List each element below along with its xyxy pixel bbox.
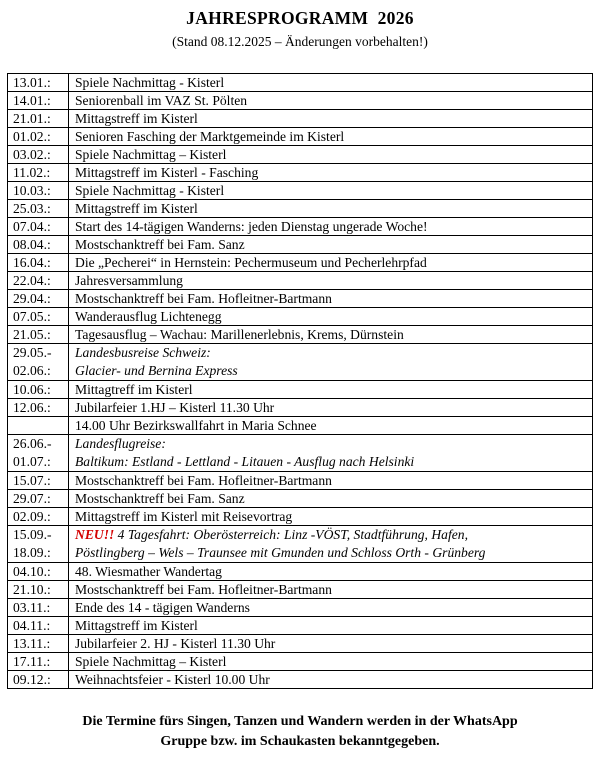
table-row xyxy=(8,308,593,326)
event-cell: Mittagstreff im Kisterl xyxy=(69,617,593,635)
event-line: Landesflugreise: xyxy=(75,436,166,451)
event-cell xyxy=(69,526,593,563)
event-cell: Jubilarfeier 1.HJ – Kisterl 11.30 Uhr xyxy=(69,399,593,417)
event-cell: Mostschanktreff bei Fam. Hofleitner-Bartmann xyxy=(69,472,593,490)
date-cell-empty xyxy=(8,417,69,435)
date-cell: 22.04.: xyxy=(8,272,69,290)
table-row xyxy=(8,128,593,146)
table-row xyxy=(8,508,593,526)
date-cell xyxy=(8,344,69,381)
date-cell: 13.11.: xyxy=(8,635,69,653)
date-cell: 07.04.: xyxy=(8,218,69,236)
event-cell xyxy=(69,344,593,381)
event-cell: Spiele Nachmittag – Kisterl xyxy=(69,653,593,671)
table-row xyxy=(8,526,593,563)
event-cell: Weihnachtsfeier - Kisterl 10.00 Uhr xyxy=(69,671,593,689)
date-cell: 21.05.: xyxy=(8,326,69,344)
date-cell: 14.01.: xyxy=(8,92,69,110)
page-title: JAHRESPROGRAMM 2026 xyxy=(186,8,414,28)
event-cell xyxy=(69,435,593,472)
event-cell: Mittagtreff im Kisterl xyxy=(69,381,593,399)
event-cell: Wanderausflug Lichtenegg xyxy=(69,308,593,326)
date-cell: 03.11.: xyxy=(8,599,69,617)
date-cell: 11.02.: xyxy=(8,164,69,182)
table-row xyxy=(8,472,593,490)
table-row xyxy=(8,164,593,182)
table-row xyxy=(8,635,593,653)
event-cell: Mittagstreff im Kisterl - Fasching xyxy=(69,164,593,182)
event-cell: Mostschanktreff bei Fam. Sanz xyxy=(69,236,593,254)
event-cell: Start des 14-tägigen Wanderns: jeden Dienstag ungerade Woche! xyxy=(69,218,593,236)
page-subtitle: (Stand 08.12.2025 – Änderungen vorbehalten!) xyxy=(172,34,428,49)
table-row xyxy=(8,417,593,435)
date-cell: 07.05.: xyxy=(8,308,69,326)
date-cell: 03.02.: xyxy=(8,146,69,164)
event-cell: Tagesausflug – Wachau: Marillenerlebnis, Krems, Dürnstein xyxy=(69,326,593,344)
event-line xyxy=(75,526,592,544)
event-cell: Mittagstreff im Kisterl xyxy=(69,110,593,128)
event-text: 4 Tagesfahrt: Oberösterreich: Linz -VÖST, Stadtführung, Hafen, xyxy=(114,527,468,542)
date-cell: 13.01.: xyxy=(8,74,69,92)
footer-line: Gruppe bzw. im Schaukasten bekanntgegeben. xyxy=(160,734,440,749)
event-cell: Mostschanktreff bei Fam. Hofleitner-Bartmann xyxy=(69,290,593,308)
date-cell: 09.12.: xyxy=(8,671,69,689)
event-cell: Spiele Nachmittag - Kisterl xyxy=(69,74,593,92)
date-range-end: 02.06.: xyxy=(13,363,51,378)
table-row xyxy=(8,254,593,272)
table-row xyxy=(8,581,593,599)
table-row xyxy=(8,110,593,128)
table-row xyxy=(8,435,593,472)
date-cell: 15.07.: xyxy=(8,472,69,490)
event-cell: Jubilarfeier 2. HJ - Kisterl 11.30 Uhr xyxy=(69,635,593,653)
date-cell: 25.03.: xyxy=(8,200,69,218)
table-row xyxy=(8,92,593,110)
date-cell: 21.01.: xyxy=(8,110,69,128)
event-cell: Senioren Fasching der Marktgemeinde im Kisterl xyxy=(69,128,593,146)
date-cell xyxy=(8,526,69,563)
table-row xyxy=(8,490,593,508)
date-cell xyxy=(8,435,69,472)
event-cell: Jahresversammlung xyxy=(69,272,593,290)
date-cell: 01.02.: xyxy=(8,128,69,146)
table-row xyxy=(8,326,593,344)
table-row xyxy=(8,381,593,399)
event-cell: Mittagstreff im Kisterl mit Reisevortrag xyxy=(69,508,593,526)
table-row xyxy=(8,218,593,236)
event-line: Baltikum: Estland - Lettland - Litauen - Ausflug nach Helsinki xyxy=(75,454,415,469)
event-cell: 48. Wiesmather Wandertag xyxy=(69,563,593,581)
date-cell: 29.04.: xyxy=(8,290,69,308)
table-row xyxy=(8,200,593,218)
footer-note xyxy=(0,712,600,752)
date-range-end: 01.07.: xyxy=(13,454,51,469)
date-cell: 04.10.: xyxy=(8,563,69,581)
event-cell: Seniorenball im VAZ St. Pölten xyxy=(69,92,593,110)
table-row xyxy=(8,272,593,290)
event-cell: Die „Pecherei“ in Hernstein: Pechermuseum und Pecherlehrpfad xyxy=(69,254,593,272)
date-range-end: 18.09.: xyxy=(13,545,51,560)
new-badge: NEU!! xyxy=(75,527,115,542)
footer-line: Die Termine fürs Singen, Tanzen und Wandern werden in der WhatsApp xyxy=(82,714,518,729)
table-row xyxy=(8,182,593,200)
date-range-start: 29.05.- xyxy=(13,345,52,360)
table-row xyxy=(8,344,593,381)
event-cell: Ende des 14 - tägigen Wanderns xyxy=(69,599,593,617)
table-row xyxy=(8,399,593,417)
event-cell: Mittagstreff im Kisterl xyxy=(69,200,593,218)
program-table xyxy=(7,73,593,689)
date-cell: 08.04.: xyxy=(8,236,69,254)
date-cell: 04.11.: xyxy=(8,617,69,635)
event-line: Pöstlingberg – Wels – Traunsee mit Gmunden und Schloss Orth - Grünberg xyxy=(75,545,486,560)
table-row xyxy=(8,563,593,581)
event-line: Glacier- und Bernina Express xyxy=(75,363,238,378)
date-cell: 12.06.: xyxy=(8,399,69,417)
table-row xyxy=(8,290,593,308)
date-cell: 16.04.: xyxy=(8,254,69,272)
date-cell: 02.09.: xyxy=(8,508,69,526)
date-cell: 10.06.: xyxy=(8,381,69,399)
date-cell: 17.11.: xyxy=(8,653,69,671)
date-range-start: 15.09.- xyxy=(13,527,52,542)
date-cell: 10.03.: xyxy=(8,182,69,200)
event-cell: Mostschanktreff bei Fam. Hofleitner-Bartmann xyxy=(69,581,593,599)
table-row xyxy=(8,599,593,617)
event-cell: Spiele Nachmittag – Kisterl xyxy=(69,146,593,164)
date-cell: 29.07.: xyxy=(8,490,69,508)
event-cell: Spiele Nachmittag - Kisterl xyxy=(69,182,593,200)
table-row xyxy=(8,236,593,254)
table-row xyxy=(8,653,593,671)
event-cell: Mostschanktreff bei Fam. Sanz xyxy=(69,490,593,508)
event-line: Landesbusreise Schweiz: xyxy=(75,345,211,360)
date-cell: 21.10.: xyxy=(8,581,69,599)
table-row xyxy=(8,671,593,689)
table-row xyxy=(8,617,593,635)
table-row xyxy=(8,74,593,92)
event-cell: 14.00 Uhr Bezirkswallfahrt in Maria Schnee xyxy=(69,417,593,435)
table-row xyxy=(8,146,593,164)
date-range-start: 26.06.- xyxy=(13,436,52,451)
